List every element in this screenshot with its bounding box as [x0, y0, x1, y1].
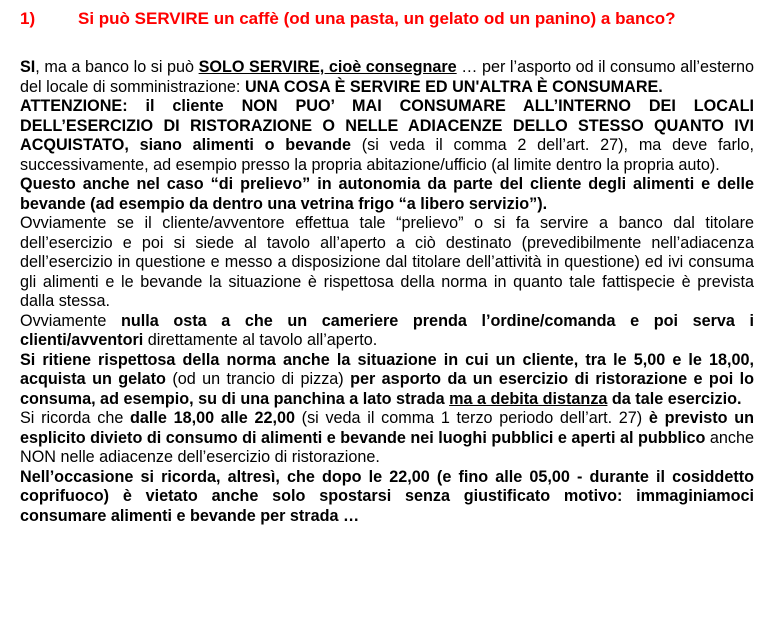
text-run: Ovviamente se il cliente/avventore effettua tale “prelievo” o si fa servire a banco dal titolare dell’esercizio e poi si siede al tavolo all’aperto a ciò destinato (prevedibilmente nell’adiacenza dell’esercizio in questione e messo a disposizione dal titolare dell’attività in questione) ed ivi consuma gli alimenti e le bevande la situazione è rispettosa della norma in quanto tale fattispecie è prevista dalla stessa. — [20, 214, 754, 310]
text-run: (si veda il comma 2 dell’art. 27), ma deve farlo, successivamente, ad esempio presso la propria abitazione/ufficio (al limite dentro la propria auto). — [20, 136, 754, 174]
text-run: ma a debita distanza — [449, 389, 608, 408]
text-run: Nell’occasione si ricorda, altresì, che dopo le 22,00 (e fino alle 05,00 - durante il cosiddetto coprifuoco) è vietato anche solo spostarsi senza giustificato motivo: immaginiamoci consumare alimenti e bevande per strada … — [20, 467, 754, 525]
section-heading — [20, 8, 754, 30]
paragraph-intro — [20, 58, 754, 97]
paragraph-attention — [20, 97, 754, 175]
text-run: Si ricorda che — [20, 409, 131, 427]
text-run: UNA COSA È SERVIRE ED UN'ALTRA È CONSUMARE. — [244, 77, 663, 96]
text-run: da tale esercizio. — [607, 389, 742, 408]
document-body — [20, 58, 754, 526]
section-number: 1) — [20, 9, 36, 28]
paragraph-self-service — [20, 175, 754, 214]
text-run: anche NON nelle adiacenze dell’esercizio di ristorazione. — [20, 428, 754, 466]
text-run: dalle 18,00 alle 22,00 — [130, 409, 295, 427]
text-run: Questo anche nel caso “di prelievo” in autonomia da parte del cliente degli alimenti e delle bevande (ad esempio da dentro una vetrina frigo “a libero servizio”). — [20, 175, 754, 213]
paragraph-evening-ban — [20, 409, 754, 468]
text-run: … per l’asporto od il consumo all’esterno del locale di somministrazione: — [20, 58, 755, 96]
text-run: SOLO SERVIRE, cioè consegnare — [198, 58, 457, 76]
paragraph-ice-cream — [20, 351, 754, 410]
text-run: per asporto da un esercizio di ristorazione e poi lo consuma, ad esempio, su di una panchina a lato strada — [20, 370, 754, 408]
paragraph-outdoor-table — [20, 214, 754, 312]
text-run: nulla osta a che un cameriere prenda l’ordine/comanda e poi serva i clienti/avventori — [20, 311, 754, 349]
text-run: direttamente al tavolo all’aperto. — [143, 331, 378, 349]
text-run: SI — [20, 58, 36, 76]
paragraph-curfew — [20, 468, 754, 527]
section-title: Si può SERVIRE un caffè (od una pasta, un gelato od un panino) a banco? — [78, 9, 676, 28]
text-run: , ma a banco lo si può — [35, 58, 199, 76]
text-run: Si ritiene rispettosa della norma anche la situazione in cui un cliente, tra le 5,00 e le 18,00, acquista un gelato — [20, 350, 754, 388]
paragraph-waiter — [20, 312, 754, 351]
text-run: (si veda il comma 1 terzo periodo dell’art. 27) — [295, 409, 649, 427]
text-run: è previsto un esplicito divieto di consumo di alimenti e bevande nei luoghi pubblici e aperti al pubblico — [20, 409, 754, 447]
text-run: (od un trancio di pizza) — [165, 370, 351, 388]
text-run: Ovviamente — [20, 311, 121, 330]
text-run: ATTENZIONE: il cliente NON PUO’ MAI CONSUMARE ALL’INTERNO DEI LOCALI DELL’ESERCIZIO DI RISTORAZIONE O NELLE ADIACENZE DELLO STESSO QUANTO IVI ACQUISTATO, siano alimenti o bevande — [20, 97, 754, 154]
